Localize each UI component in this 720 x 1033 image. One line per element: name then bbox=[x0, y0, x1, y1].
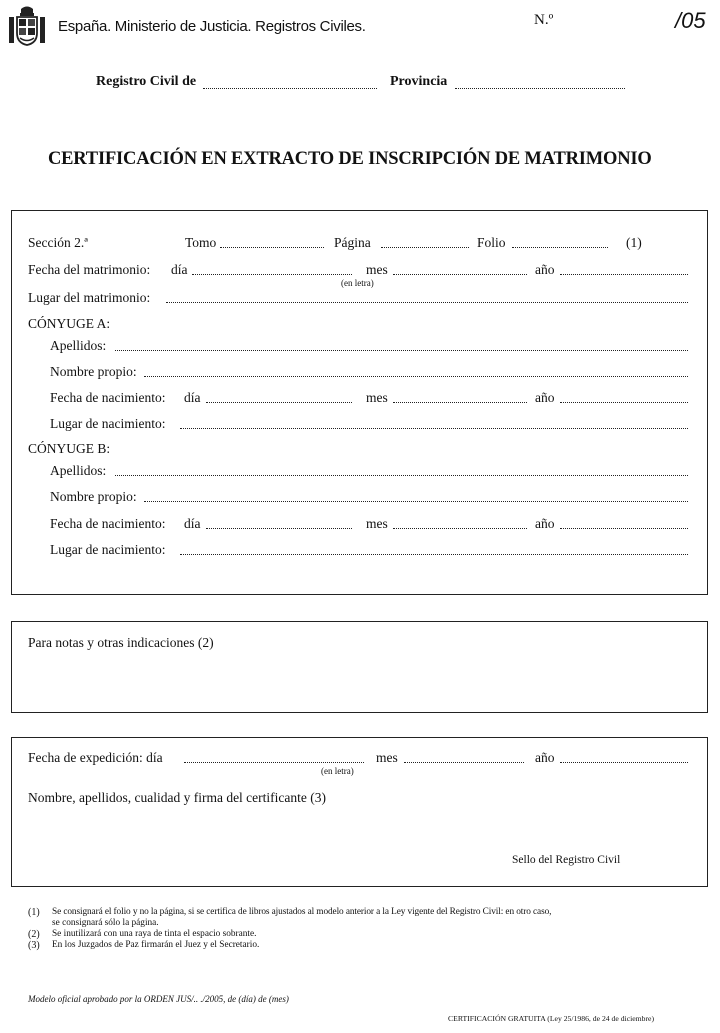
footnote-1-num: (1) bbox=[28, 907, 40, 918]
pagina-field[interactable] bbox=[381, 247, 469, 248]
conyuge-a-lugar-label: Lugar de nacimiento: bbox=[50, 416, 166, 431]
conyuge-a-dia-field[interactable] bbox=[206, 402, 352, 403]
provincia-label: Provincia bbox=[390, 74, 448, 89]
conyuge-b-mes-field[interactable] bbox=[393, 528, 527, 529]
expedicion-dia-field[interactable] bbox=[184, 762, 364, 763]
page-title: CERTIFICACIÓN EN EXTRACTO DE INSCRIPCIÓN DE MATRIMONIO bbox=[48, 149, 652, 169]
footnote-2-text: Se inutilizará con una raya de tinta el espacio sobrante. bbox=[52, 929, 257, 939]
conyuge-a-anio-label: año bbox=[535, 390, 555, 405]
number-suffix: /05 bbox=[675, 8, 706, 33]
conyuge-b-apellidos-field[interactable] bbox=[115, 475, 688, 476]
tomo-label: Tomo bbox=[185, 235, 217, 250]
modelo-oficial: Modelo oficial aprobado por la ORDEN JUS/.. ./2005, de (día) de (mes) bbox=[28, 994, 289, 1004]
expedicion-anio-label: año bbox=[535, 750, 555, 765]
provincia-field[interactable] bbox=[455, 88, 625, 89]
expedicion-mes-label: mes bbox=[376, 750, 398, 765]
seccion-label: Sección 2.ª bbox=[28, 235, 88, 250]
conyuge-a-mes-field[interactable] bbox=[393, 402, 527, 403]
coat-of-arms-logo bbox=[8, 5, 46, 47]
conyuge-a-nombre-label: Nombre propio: bbox=[50, 364, 137, 379]
footnote-1-text: Se consignará el folio y no la página, si se certifica de libros ajustados al modelo anterior a la Ley vigente del Registro Civil: en otro caso, bbox=[52, 907, 552, 917]
conyuge-a-apellidos-field[interactable] bbox=[115, 350, 688, 351]
conyuge-b-anio-label: año bbox=[535, 516, 555, 531]
conyuge-b-nombre-field[interactable] bbox=[144, 501, 688, 502]
conyuge-b-dia-field[interactable] bbox=[206, 528, 352, 529]
matrimonio-anio-field[interactable] bbox=[560, 274, 688, 275]
conyuge-b-nombre-label: Nombre propio: bbox=[50, 489, 137, 504]
ministry-title: España. Ministerio de Justicia. Registros Civiles. bbox=[58, 18, 366, 35]
footnote-1-cont: se consignará sólo la página. bbox=[52, 918, 159, 928]
conyuge-b-lugar-field[interactable] bbox=[180, 554, 688, 555]
matrimonio-mes-field[interactable] bbox=[393, 274, 527, 275]
conyuge-a-apellidos-label: Apellidos: bbox=[50, 338, 107, 353]
conyuge-a-dia-label: día bbox=[184, 390, 201, 405]
conyuge-a-fecha-nacimiento-label: Fecha de nacimiento: bbox=[50, 390, 166, 405]
conyuge-b-heading: CÓNYUGE B: bbox=[28, 441, 111, 456]
conyuge-b-mes-label: mes bbox=[366, 516, 388, 531]
folio-field[interactable] bbox=[512, 247, 608, 248]
expedicion-en-letra-note: (en letra) bbox=[321, 766, 354, 776]
certificacion-gratuita: CERTIFICACIÓN GRATUITA (Ley 25/1986, de 24 de diciembre) bbox=[448, 1014, 655, 1023]
tomo-field[interactable] bbox=[220, 247, 324, 248]
conyuge-a-nombre-field[interactable] bbox=[144, 376, 688, 377]
pagina-label: Página bbox=[334, 235, 371, 250]
registro-civil-label: Registro Civil de bbox=[96, 74, 197, 89]
matrimonio-dia-field[interactable] bbox=[192, 274, 352, 275]
sello-label: Sello del Registro Civil bbox=[512, 854, 621, 866]
conyuge-a-lugar-field[interactable] bbox=[180, 428, 688, 429]
certificante-label: Nombre, apellidos, cualidad y firma del certificante (3) bbox=[28, 790, 327, 805]
conyuge-b-fecha-nacimiento-label: Fecha de nacimiento: bbox=[50, 516, 166, 531]
footnote-3-text: En los Juzgados de Paz firmarán el Juez y el Secretario. bbox=[52, 940, 260, 950]
notes-label: Para notas y otras indicaciones (2) bbox=[28, 635, 214, 650]
en-letra-note: (en letra) bbox=[341, 278, 374, 288]
matrimonio-dia-label: día bbox=[171, 262, 188, 277]
footnote-3-num: (3) bbox=[28, 940, 40, 951]
conyuge-b-anio-field[interactable] bbox=[560, 528, 688, 529]
fecha-matrimonio-label: Fecha del matrimonio: bbox=[28, 262, 151, 277]
conyuge-b-dia-label: día bbox=[184, 516, 201, 531]
note-1-ref: (1) bbox=[626, 235, 642, 250]
lugar-matrimonio-label: Lugar del matrimonio: bbox=[28, 290, 151, 305]
conyuge-b-apellidos-label: Apellidos: bbox=[50, 463, 107, 478]
conyuge-b-lugar-label: Lugar de nacimiento: bbox=[50, 542, 166, 557]
matrimonio-mes-label: mes bbox=[366, 262, 388, 277]
folio-label: Folio bbox=[477, 235, 506, 250]
conyuge-a-heading: CÓNYUGE A: bbox=[28, 316, 111, 331]
number-label: N.º bbox=[534, 12, 554, 28]
expedicion-mes-field[interactable] bbox=[404, 762, 524, 763]
footnote-2-num: (2) bbox=[28, 929, 40, 940]
expedicion-anio-field[interactable] bbox=[560, 762, 688, 763]
conyuge-a-mes-label: mes bbox=[366, 390, 388, 405]
registro-civil-field[interactable] bbox=[203, 88, 377, 89]
lugar-matrimonio-field[interactable] bbox=[166, 302, 688, 303]
fecha-expedicion-label: Fecha de expedición: día bbox=[28, 750, 163, 765]
matrimonio-anio-label: año bbox=[535, 262, 555, 277]
conyuge-a-anio-field[interactable] bbox=[560, 402, 688, 403]
